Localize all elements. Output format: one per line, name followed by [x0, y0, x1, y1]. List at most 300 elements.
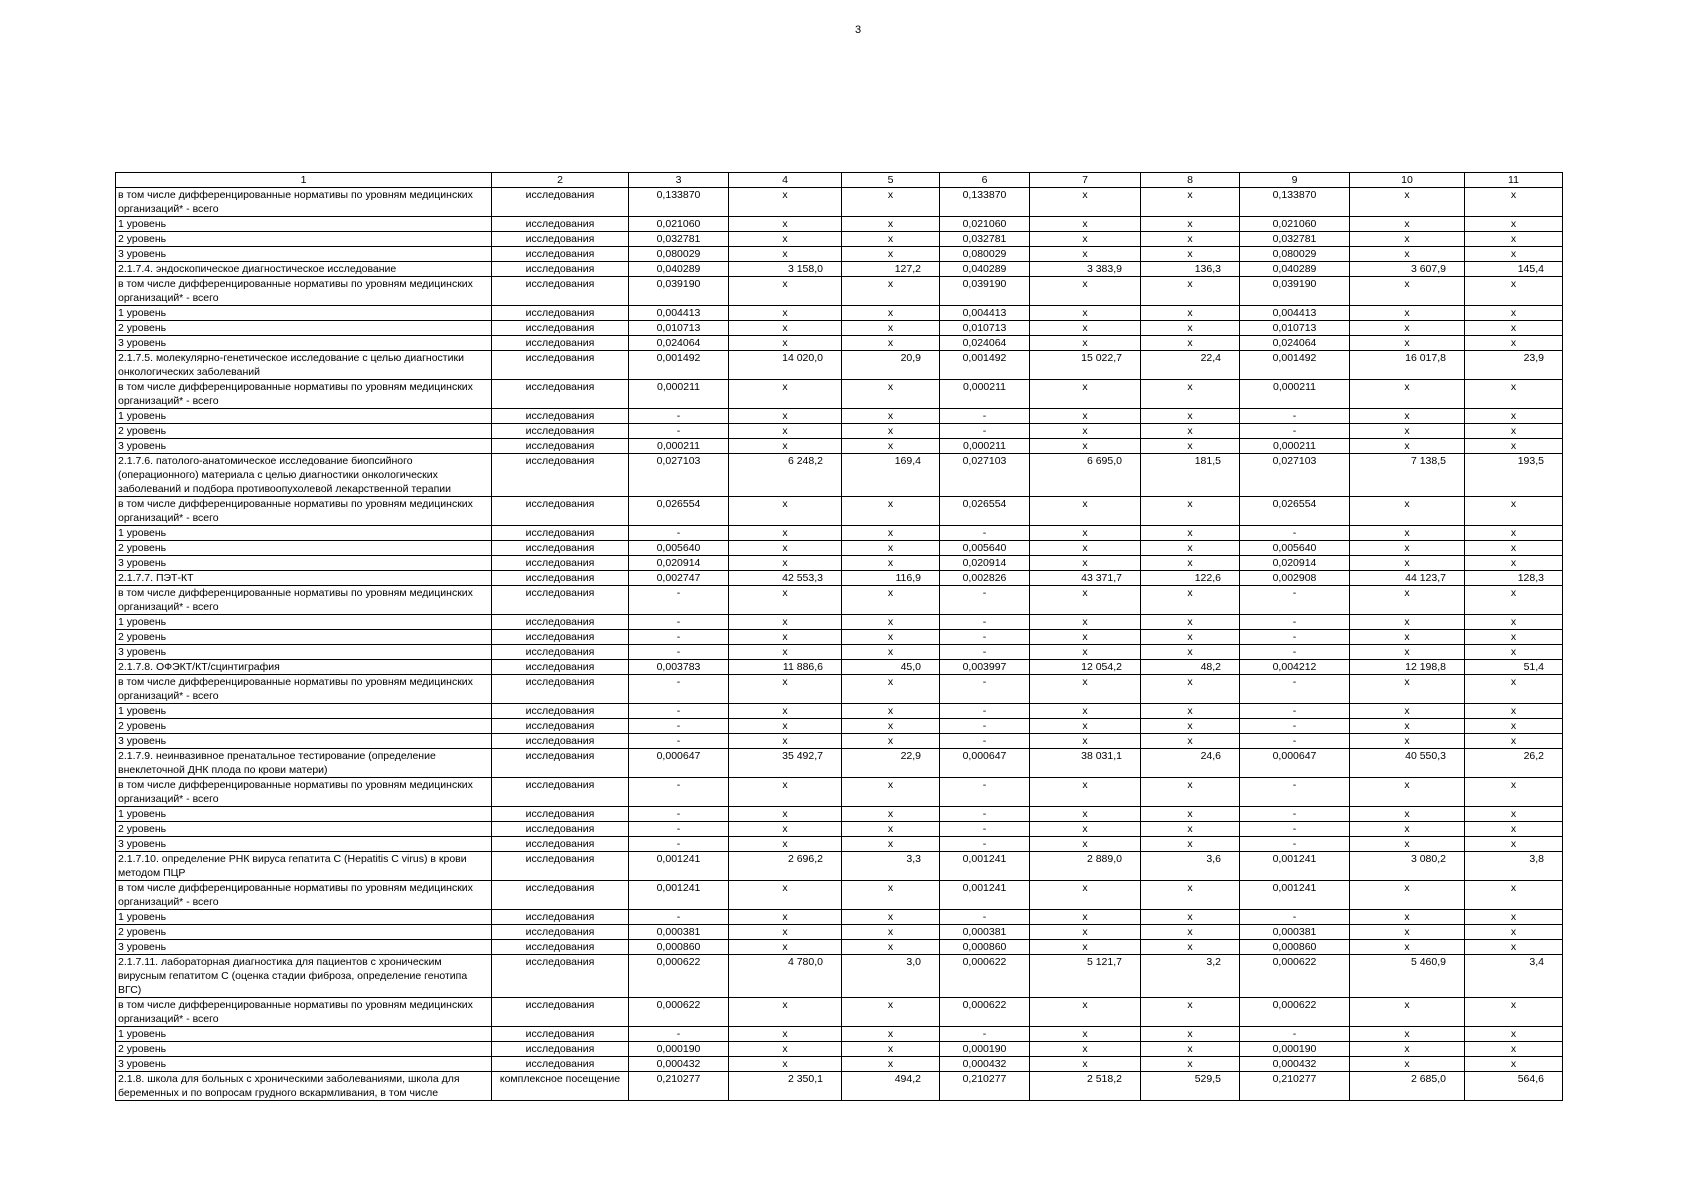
value-cell: х [729, 704, 842, 719]
value-cell: - [940, 675, 1030, 704]
value-cell: 0,000381 [1240, 925, 1350, 940]
unit-cell: исследования [492, 910, 629, 925]
value-cell: х [729, 526, 842, 541]
value-cell: - [940, 409, 1030, 424]
value-cell: 0,002908 [1240, 571, 1350, 586]
value-cell: 15 022,7 [1030, 351, 1141, 380]
value-cell: - [1240, 424, 1350, 439]
table-row [116, 955, 1563, 998]
unit-cell: исследования [492, 925, 629, 940]
value-cell: 0,010713 [940, 321, 1030, 336]
value-cell: - [629, 615, 729, 630]
unit-cell: исследования [492, 734, 629, 749]
value-cell: 0,000211 [1240, 380, 1350, 409]
value-cell: 51,4 [1465, 660, 1563, 675]
value-cell: 0,133870 [629, 188, 729, 217]
row-label-cell: 2.1.7.6. патолого-анатомическое исследование биопсийного (операционного) материала с целью диагностики онкологических заболеваний и подбора противоопухолевой лекарственной терапии [116, 454, 492, 497]
unit-cell: исследования [492, 630, 629, 645]
value-cell: х [1350, 837, 1465, 852]
value-cell: х [1465, 925, 1563, 940]
value-cell: 0,010713 [1240, 321, 1350, 336]
unit-cell: исследования [492, 571, 629, 586]
table-row [116, 454, 1563, 497]
value-cell: х [842, 424, 940, 439]
row-label-cell: 2 уровень [116, 1042, 492, 1057]
value-cell: х [1350, 586, 1465, 615]
value-cell: - [1240, 586, 1350, 615]
column-number-header: 2 [492, 173, 629, 188]
value-cell: х [1465, 247, 1563, 262]
value-cell: 3,0 [842, 955, 940, 998]
row-label-cell: в том числе дифференцированные нормативы по уровням медицинских организаций* - всего [116, 675, 492, 704]
value-cell: - [1240, 910, 1350, 925]
table-row [116, 837, 1563, 852]
value-cell: - [1240, 645, 1350, 660]
value-cell: х [729, 541, 842, 556]
value-cell: - [629, 837, 729, 852]
unit-cell: исследования [492, 217, 629, 232]
value-cell: 0,032781 [1240, 232, 1350, 247]
value-cell: х [1350, 188, 1465, 217]
row-label-cell: 2.1.7.4. эндоскопическое диагностическое исследование [116, 262, 492, 277]
value-cell: 45,0 [842, 660, 940, 675]
value-cell: 0,080029 [1240, 247, 1350, 262]
value-cell: 0,005640 [1240, 541, 1350, 556]
value-cell: х [1465, 778, 1563, 807]
row-label-cell: 3 уровень [116, 1057, 492, 1072]
value-cell: х [729, 217, 842, 232]
value-cell: 0,001492 [1240, 351, 1350, 380]
value-cell: х [1141, 247, 1240, 262]
value-cell: 0,021060 [1240, 217, 1350, 232]
unit-cell: исследования [492, 719, 629, 734]
value-cell: х [1350, 1057, 1465, 1072]
value-cell: х [1465, 541, 1563, 556]
value-cell: х [1350, 306, 1465, 321]
value-cell: х [842, 778, 940, 807]
unit-cell: исследования [492, 351, 629, 380]
value-cell: - [629, 409, 729, 424]
value-cell: - [940, 822, 1030, 837]
value-cell: 0,000647 [629, 749, 729, 778]
value-cell: х [729, 556, 842, 571]
value-cell: - [629, 822, 729, 837]
value-cell: 0,026554 [1240, 497, 1350, 526]
value-cell: х [729, 232, 842, 247]
value-cell: 0,010713 [629, 321, 729, 336]
value-cell: 35 492,7 [729, 749, 842, 778]
value-cell: х [1350, 439, 1465, 454]
row-label-cell: 2 уровень [116, 822, 492, 837]
value-cell: х [1350, 277, 1465, 306]
value-cell: 0,005640 [940, 541, 1030, 556]
table-row [116, 586, 1563, 615]
value-cell: х [1350, 380, 1465, 409]
value-cell: - [629, 910, 729, 925]
value-cell: 5 460,9 [1350, 955, 1465, 998]
value-cell: х [1465, 232, 1563, 247]
value-cell: х [1030, 615, 1141, 630]
value-cell: х [1465, 881, 1563, 910]
value-cell: х [1141, 630, 1240, 645]
value-cell: х [842, 675, 940, 704]
value-cell: 0,003997 [940, 660, 1030, 675]
value-cell: - [940, 645, 1030, 660]
value-cell: 0,000622 [940, 998, 1030, 1027]
value-cell: х [1141, 925, 1240, 940]
value-cell: х [1350, 526, 1465, 541]
value-cell: 11 886,6 [729, 660, 842, 675]
value-cell: 0,020914 [1240, 556, 1350, 571]
unit-cell: исследования [492, 439, 629, 454]
value-cell: х [1350, 940, 1465, 955]
value-cell: х [1350, 1042, 1465, 1057]
value-cell: х [1465, 424, 1563, 439]
value-cell: х [729, 675, 842, 704]
value-cell: х [1465, 734, 1563, 749]
table-row [116, 1057, 1563, 1072]
unit-cell: исследования [492, 497, 629, 526]
value-cell: х [1030, 630, 1141, 645]
value-cell: х [1141, 719, 1240, 734]
value-cell: х [1030, 704, 1141, 719]
table-row [116, 940, 1563, 955]
value-cell: 7 138,5 [1350, 454, 1465, 497]
value-cell: - [629, 586, 729, 615]
value-cell: х [842, 925, 940, 940]
row-label-cell: 2 уровень [116, 630, 492, 645]
value-cell: - [629, 424, 729, 439]
value-cell: - [629, 778, 729, 807]
table-row [116, 188, 1563, 217]
value-cell: 169,4 [842, 454, 940, 497]
value-cell: 0,032781 [940, 232, 1030, 247]
value-cell: - [940, 586, 1030, 615]
unit-cell: исследования [492, 940, 629, 955]
unit-cell: исследования [492, 822, 629, 837]
value-cell: х [1030, 424, 1141, 439]
norms-table [115, 172, 1563, 1101]
table-row [116, 881, 1563, 910]
value-cell: 0,000190 [1240, 1042, 1350, 1057]
value-cell: х [1030, 541, 1141, 556]
value-cell: 38 031,1 [1030, 749, 1141, 778]
row-label-cell: 2 уровень [116, 232, 492, 247]
table-row [116, 675, 1563, 704]
value-cell: - [629, 1027, 729, 1042]
value-cell: 4 780,0 [729, 955, 842, 998]
value-cell: х [842, 380, 940, 409]
value-cell: х [842, 734, 940, 749]
unit-cell: исследования [492, 232, 629, 247]
unit-cell: исследования [492, 852, 629, 881]
value-cell: х [729, 380, 842, 409]
value-cell: х [1465, 336, 1563, 351]
table-row [116, 645, 1563, 660]
table-row [116, 704, 1563, 719]
value-cell: х [1350, 321, 1465, 336]
value-cell: 0,000860 [940, 940, 1030, 955]
value-cell: х [1465, 675, 1563, 704]
value-cell: х [1030, 556, 1141, 571]
table-row [116, 321, 1563, 336]
value-cell: 0,001492 [940, 351, 1030, 380]
value-cell: - [940, 837, 1030, 852]
value-cell: 0,133870 [1240, 188, 1350, 217]
value-cell: х [1350, 247, 1465, 262]
value-cell: 2 350,1 [729, 1072, 842, 1101]
value-cell: х [1465, 645, 1563, 660]
unit-cell: исследования [492, 321, 629, 336]
row-label-cell: 1 уровень [116, 615, 492, 630]
value-cell: х [1030, 277, 1141, 306]
value-cell: х [1141, 409, 1240, 424]
row-label-cell: 3 уровень [116, 439, 492, 454]
value-cell: 3 383,9 [1030, 262, 1141, 277]
value-cell: 6 248,2 [729, 454, 842, 497]
value-cell: х [842, 247, 940, 262]
value-cell: 0,039190 [940, 277, 1030, 306]
value-cell: х [1350, 910, 1465, 925]
row-label-cell: 3 уровень [116, 837, 492, 852]
value-cell: 0,000860 [629, 940, 729, 955]
value-cell: х [1465, 910, 1563, 925]
table-row [116, 998, 1563, 1027]
value-cell: х [1350, 719, 1465, 734]
row-label-cell: 1 уровень [116, 1027, 492, 1042]
value-cell: х [1030, 910, 1141, 925]
value-cell: х [842, 807, 940, 822]
value-cell: х [1141, 615, 1240, 630]
value-cell: - [1240, 526, 1350, 541]
unit-cell: исследования [492, 586, 629, 615]
value-cell: х [842, 497, 940, 526]
value-cell: 0,005640 [629, 541, 729, 556]
value-cell: х [729, 925, 842, 940]
value-cell: х [1030, 925, 1141, 940]
value-cell: х [1030, 217, 1141, 232]
value-cell: х [1141, 526, 1240, 541]
value-cell: х [1141, 380, 1240, 409]
row-label-cell: 2.1.7.7. ПЭТ-КТ [116, 571, 492, 586]
value-cell: - [629, 704, 729, 719]
table-row [116, 910, 1563, 925]
table-row [116, 351, 1563, 380]
value-cell: х [1141, 940, 1240, 955]
value-cell: 0,024064 [1240, 336, 1350, 351]
value-cell: х [1141, 232, 1240, 247]
unit-cell: исследования [492, 660, 629, 675]
value-cell: 23,9 [1465, 351, 1563, 380]
value-cell: 122,6 [1141, 571, 1240, 586]
value-cell: х [1350, 556, 1465, 571]
value-cell: х [1030, 409, 1141, 424]
value-cell: - [940, 807, 1030, 822]
value-cell: х [1141, 1057, 1240, 1072]
value-cell: 3,4 [1465, 955, 1563, 998]
unit-cell: исследования [492, 188, 629, 217]
value-cell: 0,001241 [1240, 881, 1350, 910]
table-row [116, 217, 1563, 232]
value-cell: 0,021060 [940, 217, 1030, 232]
value-cell: - [1240, 778, 1350, 807]
value-cell: х [1465, 306, 1563, 321]
value-cell: х [1465, 188, 1563, 217]
value-cell: х [1350, 998, 1465, 1027]
value-cell: х [1350, 704, 1465, 719]
value-cell: х [1350, 424, 1465, 439]
unit-cell: исследования [492, 556, 629, 571]
table-row [116, 497, 1563, 526]
table-row [116, 409, 1563, 424]
value-cell: х [1141, 837, 1240, 852]
value-cell: х [1141, 277, 1240, 306]
value-cell: х [1141, 998, 1240, 1027]
value-cell: 0,021060 [629, 217, 729, 232]
value-cell: 3 080,2 [1350, 852, 1465, 881]
value-cell: 3 607,9 [1350, 262, 1465, 277]
column-number-header: 8 [1141, 173, 1240, 188]
table-row [116, 262, 1563, 277]
value-cell: - [1240, 807, 1350, 822]
value-cell: х [842, 704, 940, 719]
value-cell: х [1350, 822, 1465, 837]
table-row [116, 247, 1563, 262]
value-cell: х [1030, 807, 1141, 822]
value-cell: х [729, 247, 842, 262]
value-cell: 0,039190 [1240, 277, 1350, 306]
value-cell: 0,040289 [629, 262, 729, 277]
value-cell: - [629, 645, 729, 660]
value-cell: х [1350, 217, 1465, 232]
value-cell: 0,001241 [1240, 852, 1350, 881]
row-label-cell: 3 уровень [116, 336, 492, 351]
value-cell: х [729, 1027, 842, 1042]
value-cell: х [1141, 424, 1240, 439]
value-cell: х [1350, 409, 1465, 424]
value-cell: х [729, 998, 842, 1027]
value-cell: 0,002826 [940, 571, 1030, 586]
value-cell: х [729, 321, 842, 336]
column-number-header: 4 [729, 173, 842, 188]
value-cell: 0,000190 [940, 1042, 1030, 1057]
row-label-cell: 2 уровень [116, 925, 492, 940]
value-cell: х [1030, 247, 1141, 262]
value-cell: х [1141, 336, 1240, 351]
value-cell: х [1350, 232, 1465, 247]
unit-cell: исследования [492, 955, 629, 998]
value-cell: х [729, 409, 842, 424]
value-cell: х [1141, 306, 1240, 321]
unit-cell: исследования [492, 424, 629, 439]
value-cell: х [1030, 778, 1141, 807]
value-cell: х [729, 881, 842, 910]
value-cell: 136,3 [1141, 262, 1240, 277]
value-cell: х [842, 409, 940, 424]
value-cell: 3 158,0 [729, 262, 842, 277]
value-cell: 40 550,3 [1350, 749, 1465, 778]
value-cell: х [1030, 734, 1141, 749]
value-cell: х [842, 188, 940, 217]
row-label-cell: 1 уровень [116, 306, 492, 321]
unit-cell: исследования [492, 277, 629, 306]
value-cell: х [1350, 1027, 1465, 1042]
value-cell: 0,080029 [940, 247, 1030, 262]
table-row [116, 749, 1563, 778]
value-cell: 0,000647 [940, 749, 1030, 778]
row-label-cell: 2.1.7.9. неинвазивное пренатальное тестирование (определение внеклеточной ДНК плода по крови матери) [116, 749, 492, 778]
column-number-header: 1 [116, 173, 492, 188]
row-label-cell: в том числе дифференцированные нормативы по уровням медицинских организаций* - всего [116, 586, 492, 615]
value-cell: 2 889,0 [1030, 852, 1141, 881]
value-cell: - [1240, 630, 1350, 645]
value-cell: 0,027103 [629, 454, 729, 497]
value-cell: х [1465, 822, 1563, 837]
column-number-header: 10 [1350, 173, 1465, 188]
column-number-header: 6 [940, 173, 1030, 188]
value-cell: 2 696,2 [729, 852, 842, 881]
table-row [116, 615, 1563, 630]
value-cell: 0,039190 [629, 277, 729, 306]
value-cell: х [1465, 321, 1563, 336]
table-row [116, 571, 1563, 586]
value-cell: х [1030, 439, 1141, 454]
value-cell: 0,210277 [629, 1072, 729, 1101]
table-row [116, 306, 1563, 321]
value-cell: 0,000622 [1240, 955, 1350, 998]
row-label-cell: 2 уровень [116, 424, 492, 439]
value-cell: х [729, 719, 842, 734]
unit-cell: исследования [492, 262, 629, 277]
value-cell: 0,000860 [1240, 940, 1350, 955]
value-cell: 14 020,0 [729, 351, 842, 380]
value-cell: х [1350, 807, 1465, 822]
value-cell: х [1141, 807, 1240, 822]
value-cell: х [1141, 734, 1240, 749]
value-cell: х [729, 277, 842, 306]
value-cell: х [1350, 630, 1465, 645]
value-cell: - [1240, 675, 1350, 704]
value-cell: х [842, 232, 940, 247]
value-cell: 145,4 [1465, 262, 1563, 277]
row-label-cell: в том числе дифференцированные нормативы по уровням медицинских организаций* - всего [116, 881, 492, 910]
value-cell: 0,000211 [1240, 439, 1350, 454]
unit-cell: исследования [492, 541, 629, 556]
value-cell: - [1240, 1027, 1350, 1042]
row-label-cell: в том числе дифференцированные нормативы по уровням медицинских организаций* - всего [116, 778, 492, 807]
value-cell: х [1030, 1027, 1141, 1042]
value-cell: х [1030, 336, 1141, 351]
value-cell: 0,001241 [629, 852, 729, 881]
value-cell: х [1030, 881, 1141, 910]
table-row [116, 380, 1563, 409]
table-row [116, 719, 1563, 734]
value-cell: 181,5 [1141, 454, 1240, 497]
value-cell: - [1240, 719, 1350, 734]
value-cell: - [940, 615, 1030, 630]
value-cell: х [1465, 1057, 1563, 1072]
value-cell: х [842, 910, 940, 925]
value-cell: х [1465, 719, 1563, 734]
unit-cell: исследования [492, 306, 629, 321]
value-cell: - [1240, 409, 1350, 424]
table-row [116, 526, 1563, 541]
value-cell: - [940, 1027, 1030, 1042]
value-cell: 0,000381 [940, 925, 1030, 940]
value-cell: х [729, 822, 842, 837]
unit-cell: исследования [492, 247, 629, 262]
value-cell: 529,5 [1141, 1072, 1240, 1101]
